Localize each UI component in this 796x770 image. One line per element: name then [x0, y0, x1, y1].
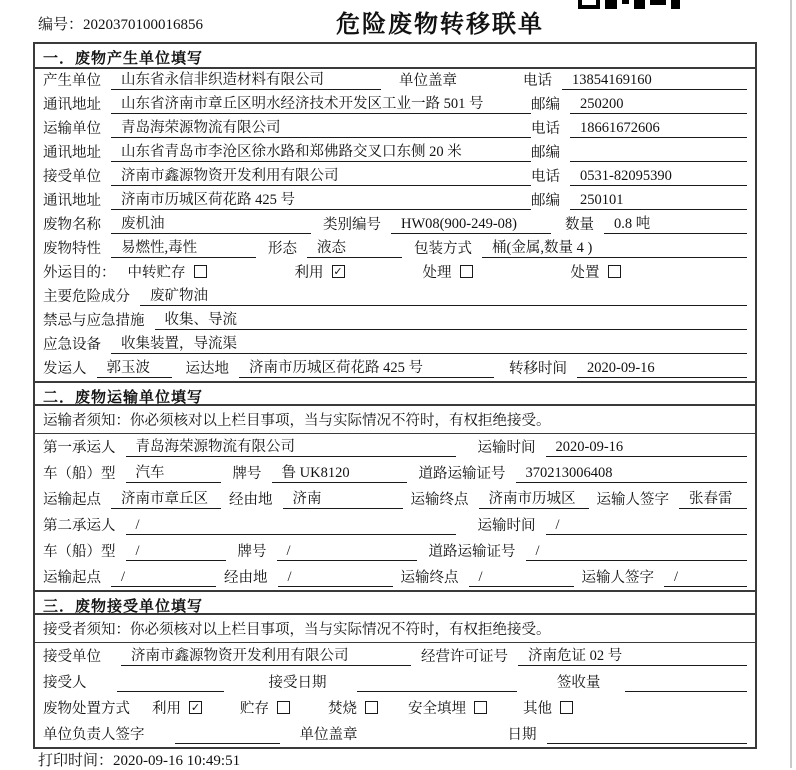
purpose-option-utilize [295, 261, 345, 282]
qr-block [634, 0, 645, 9]
print-time-value: 2020-09-16 10:49:51 [113, 753, 241, 769]
hazard-value: 废矿物油 [140, 284, 747, 306]
carrier-zip-label: 邮编 [531, 145, 561, 161]
producer-phone-value: 13854169160 [562, 72, 747, 90]
receiver-value: 济南市鑫源物资开发利用有限公司 [111, 164, 531, 186]
serial-label: 编号： [38, 17, 84, 33]
waste-form-label: 形态 [268, 241, 297, 257]
row-dispatcher [35, 357, 755, 381]
route2-sign-label: 运输人签字 [581, 570, 654, 586]
disposal-option-landfill [408, 697, 487, 718]
form-title: 危险废物转移联单 [336, 12, 544, 38]
plate1-label: 牌号 [232, 466, 262, 482]
row-transport-company [35, 117, 755, 141]
receiver-zip-label: 邮编 [531, 193, 561, 209]
disposal-option-utilize [152, 697, 202, 718]
accepting-company-value: 济南市鑫源物资开发利用有限公司 [121, 644, 411, 666]
row-emergency-equipment [35, 333, 755, 357]
license-label: 经营许可证号 [421, 649, 508, 665]
purpose-option-dispose [571, 261, 621, 282]
route1-via-value: 济南 [283, 487, 403, 509]
checkbox-icon [474, 701, 487, 714]
sign-date-label: 日期 [507, 727, 537, 743]
row-waste-name [35, 213, 755, 237]
taboo-value: 收集、导流 [155, 308, 748, 330]
acceptor-value [117, 675, 224, 692]
serial-number [38, 13, 203, 34]
row-producer [35, 69, 755, 93]
section-receiver [35, 590, 755, 747]
route1-start-label: 运输起点 [43, 492, 101, 508]
purpose-option-transfer-storage [128, 261, 207, 282]
section2-header: 二．废物运输单位填写 [35, 381, 755, 406]
route1-sign-value: 张春雷 [679, 487, 747, 509]
row-taboo-measures [35, 309, 755, 333]
option-label: 焚烧 [328, 701, 357, 717]
row-vehicle2 [35, 538, 755, 564]
section1-header: 一．废物产生单位填写 [35, 44, 755, 69]
option-label: 安全填埋 [408, 701, 466, 717]
permit2-label: 道路运输证号 [428, 544, 516, 560]
second-carrier-value: / [126, 517, 456, 535]
qr-block [622, 0, 629, 4]
disposal-option-storage [240, 697, 290, 718]
row-producer-address [35, 93, 755, 117]
option-label: 贮存 [240, 701, 269, 717]
row-transfer-purpose [35, 261, 755, 285]
waste-pack-value: 桶(金属,数量 4 ) [482, 236, 747, 258]
producer-zip-label: 邮编 [531, 97, 561, 113]
responsible-sign-label: 单位负责人签字 [43, 727, 145, 743]
checkbox-icon [365, 701, 378, 714]
disposal-label: 废物处置方式 [43, 701, 130, 717]
carrier-zip-value [570, 145, 747, 162]
route2-start-value: / [111, 569, 216, 587]
section-transporter [35, 381, 755, 590]
route1-via-label: 经由地 [229, 492, 273, 508]
waste-code-label: 类别编号 [323, 217, 381, 233]
unit-seal-label: 单位盖章 [299, 727, 358, 743]
waste-code-value: HW08(900-249-08) [391, 216, 551, 234]
equip-value: 收集装置，导流渠 [111, 332, 747, 354]
accept-date-label: 接受日期 [268, 675, 327, 691]
permit1-value: 370213006408 [516, 465, 748, 483]
print-time [38, 749, 240, 770]
destination-value: 济南市历城区荷花路 425 号 [239, 356, 494, 378]
carrier-value: 青岛海荣源物流有限公司 [111, 116, 531, 138]
qr-block [650, 0, 666, 5]
option-label: 中转贮存 [127, 265, 186, 281]
producer-zip-value: 250200 [570, 96, 747, 114]
vehicle1-type: 汽车 [126, 461, 221, 483]
first-carrier-label: 第一承运人 [43, 440, 116, 456]
plate1-value: 鲁 UK8120 [272, 461, 407, 483]
producer-value: 山东省永信非织造材料有限公司 [111, 68, 381, 90]
received-qty-label: 签收量 [556, 675, 601, 691]
row-receiver-address [35, 189, 755, 213]
row-route1 [35, 486, 755, 512]
transport-time1-value: 2020-09-16 [546, 439, 748, 457]
checkbox-icon [608, 265, 621, 278]
received-qty-value [625, 675, 747, 692]
option-label: 利用 [294, 265, 324, 281]
checkbox-icon [332, 265, 345, 278]
dispatcher-label: 发运人 [43, 361, 87, 377]
hazard-label: 主要危险成分 [43, 289, 130, 305]
route2-sign-value: / [664, 569, 747, 587]
row-vehicle1 [35, 460, 755, 486]
transfer-time-value: 2020-09-16 [577, 360, 747, 378]
waste-qty-label: 数量 [565, 217, 594, 233]
permit2-value: / [526, 543, 748, 561]
carrier-addr-value: 山东省青岛市李沧区徐水路和郑佛路交叉口东侧 20 米 [111, 140, 531, 162]
transport-time1-label: 运输时间 [477, 440, 536, 456]
producer-phone-label: 电话 [523, 73, 552, 89]
waste-qty-value: 0.8 吨 [604, 212, 747, 234]
checkbox-icon [189, 701, 202, 714]
accepting-company-label: 接受单位 [43, 649, 101, 665]
seal-label: 单位盖章 [399, 73, 457, 89]
destination-label: 运达地 [185, 361, 229, 377]
route2-start-label: 运输起点 [43, 570, 101, 586]
waste-prop-value: 易燃性,毒性 [111, 236, 256, 258]
transporter-notice: 运输者须知：你必须核对以上栏目事项，当与实际情况不符时，有权拒绝接受。 [35, 406, 755, 434]
row-acceptor [35, 669, 755, 695]
vehicle2-type: / [126, 543, 226, 561]
route2-via-label: 经由地 [224, 570, 268, 586]
section-producer [35, 44, 755, 381]
option-label: 处理 [422, 265, 452, 281]
vehicle1-label: 车（船）型 [43, 466, 116, 482]
row-hazard-component [35, 285, 755, 309]
waste-name-value: 废机油 [111, 212, 311, 234]
dispatcher-value: 郭玉波 [97, 356, 172, 378]
transport-time2-label: 运输时间 [477, 518, 536, 534]
receiver-zip-value: 250101 [570, 192, 747, 210]
receiver-phone-value: 0531-82095390 [570, 168, 747, 186]
equip-label: 应急设备 [43, 337, 101, 353]
row-route2 [35, 564, 755, 590]
waste-form-value: 液态 [307, 236, 402, 258]
route1-end-value: 济南市历城区 [479, 487, 589, 509]
carrier-addr-label: 通讯地址 [43, 145, 101, 161]
qr-finder-fragment [578, 0, 600, 9]
row-accepting-company [35, 643, 755, 669]
waste-prop-label: 废物特性 [43, 241, 101, 257]
carrier-phone-label: 电话 [531, 121, 561, 137]
disposal-option-incinerate [328, 697, 378, 718]
route1-start-value: 济南市章丘区 [111, 487, 221, 509]
row-receiver-company [35, 165, 755, 189]
row-first-carrier [35, 434, 755, 460]
route1-sign-label: 运输人签字 [596, 492, 669, 508]
receiver-addr-value: 济南市历城区荷花路 425 号 [111, 188, 531, 210]
accept-date-value [357, 675, 517, 692]
waste-pack-label: 包装方式 [414, 241, 472, 257]
print-time-label: 打印时间： [38, 753, 114, 769]
purpose-label: 外运目的： [43, 265, 116, 281]
route2-end-value: / [469, 569, 574, 587]
route2-via-value: / [278, 569, 393, 587]
route2-end-label: 运输终点 [400, 570, 459, 586]
waste-name-label: 废物名称 [43, 217, 101, 233]
receiver-addr-label: 通讯地址 [43, 193, 101, 209]
responsible-sign-value [175, 727, 280, 744]
transfer-time-label: 转移时间 [509, 361, 567, 377]
checkbox-icon [560, 701, 573, 714]
carrier-label: 运输单位 [43, 121, 101, 137]
producer-label: 产生单位 [43, 73, 101, 89]
qr-block [605, 0, 617, 9]
receiver-notice: 接受者须知：你必须核对以上栏目事项，当与实际情况不符时，有权拒绝接受。 [35, 615, 755, 643]
row-carrier-address [35, 141, 755, 165]
option-label: 利用 [152, 701, 181, 717]
route1-end-label: 运输终点 [410, 492, 469, 508]
checkbox-icon [194, 265, 207, 278]
first-carrier-value: 青岛海荣源物流有限公司 [126, 435, 456, 457]
form-header [0, 0, 796, 42]
permit1-label: 道路运输证号 [418, 466, 506, 482]
vehicle2-label: 车（船）型 [43, 544, 116, 560]
transfer-form [33, 42, 757, 749]
plate2-label: 牌号 [237, 544, 267, 560]
page-edge-line [790, 0, 792, 768]
transport-time2-value: / [546, 517, 748, 535]
plate2-value: / [277, 543, 417, 561]
license-value: 济南危证 02 号 [518, 644, 747, 666]
qr-code-fragment [578, 0, 680, 10]
receiver-label: 接受单位 [43, 169, 101, 185]
row-waste-property [35, 237, 755, 261]
option-label: 其他 [523, 701, 552, 717]
option-label: 处置 [570, 265, 600, 281]
taboo-label: 禁忌与应急措施 [43, 313, 145, 329]
producer-addr-label: 通讯地址 [43, 97, 101, 113]
row-disposal-method [35, 695, 755, 721]
checkbox-icon [460, 265, 473, 278]
row-second-carrier [35, 512, 755, 538]
serial-value: 2020370100016856 [83, 17, 204, 33]
disposal-option-other [523, 697, 573, 718]
carrier-phone-value: 18661672606 [570, 120, 747, 138]
qr-block [671, 0, 680, 9]
second-carrier-label: 第二承运人 [43, 518, 116, 534]
section3-header: 三．废物接受单位填写 [35, 590, 755, 615]
checkbox-icon [277, 701, 290, 714]
acceptor-label: 接受人 [43, 675, 87, 691]
purpose-option-treat [423, 261, 473, 282]
sign-date-value [547, 727, 747, 744]
producer-addr-value: 山东省济南市章丘区明水经济技术开发区工业一路 501 号 [111, 92, 531, 114]
row-responsible-signature [35, 721, 755, 747]
receiver-phone-label: 电话 [531, 169, 561, 185]
